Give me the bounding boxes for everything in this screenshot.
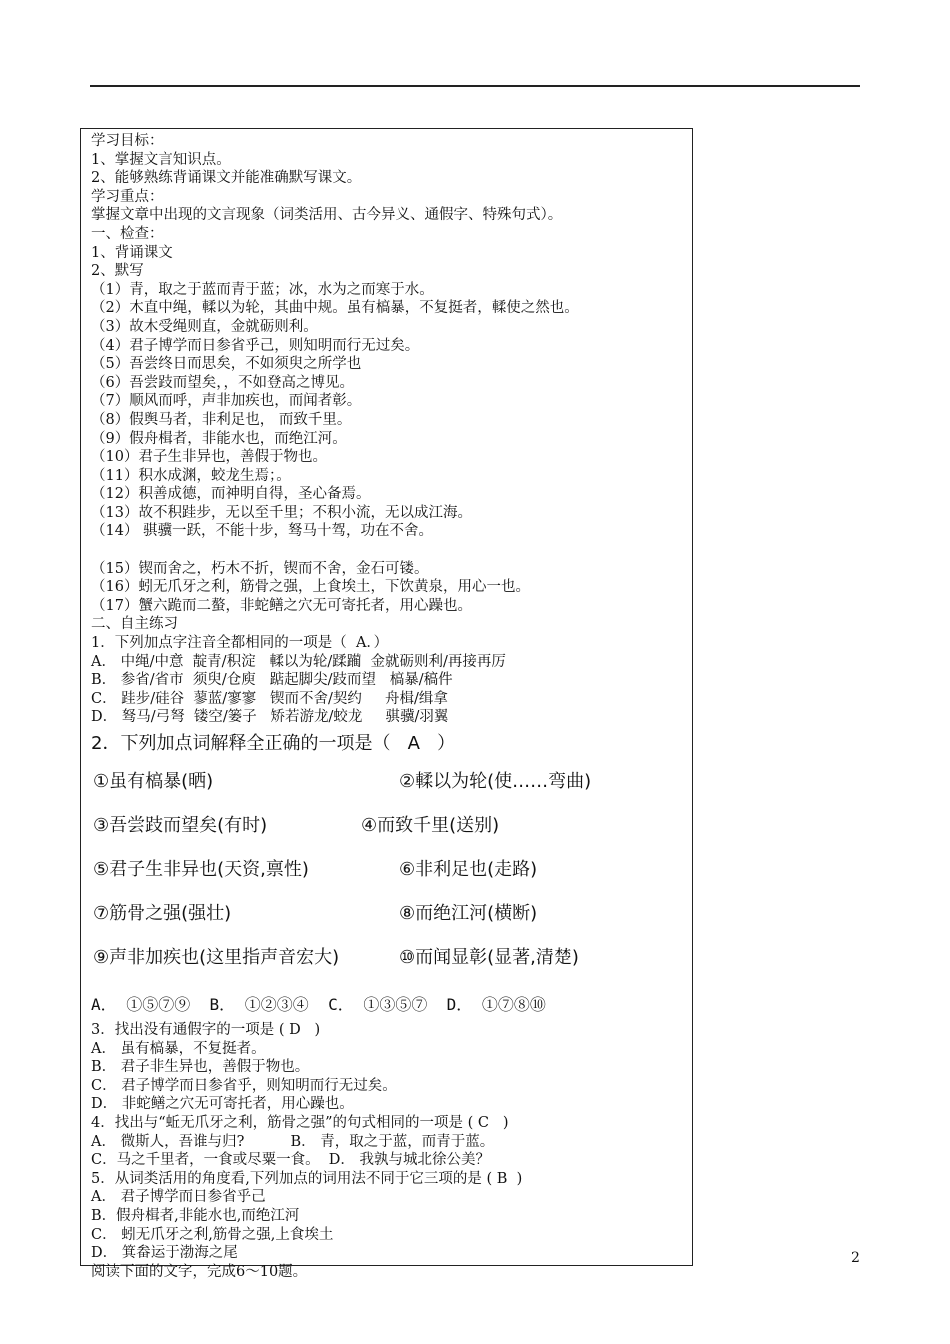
text-line: 阅读下面的文字，完成6～10题。 <box>91 1263 308 1280</box>
text-line: 2、默写 <box>91 263 144 280</box>
text-line: B． 参省/省市 须臾/仓庾 踮起脚尖/跂而望 槁暴/稿件 <box>91 672 453 689</box>
text-line: A． 中绳/中意 靛青/积淀 輮以为轮/蹂躏 金就砺则利/再接再厉 <box>91 653 506 670</box>
text-line: 3．找出没有通假字的一项是 ( D ) <box>91 1022 321 1038</box>
question-2-title: 2．下列加点词解释全正确的一项是（ A ） <box>91 733 456 754</box>
text-line: （9）假舟楫者，非能水也，而绝江河。 <box>91 430 347 447</box>
text-line: 学习目标： <box>91 133 164 149</box>
text-line: C．马之千里者，一食或尽粟一食。 D． 我孰与城北徐公美？ <box>91 1152 491 1169</box>
q2-item: ②輮以为轮(使……弯曲) <box>399 771 592 792</box>
text-line: D． 箕畚运于渤海之尾 <box>91 1245 238 1262</box>
text-line: C． 君子博学而日参省乎，则知明而行无过矣。 <box>91 1077 397 1094</box>
text-line: （7）顺风而呼，声非加疾也，而闻者彰。 <box>91 393 362 410</box>
text-line: 5．从词类活用的角度看,下列加点的词用法不同于它三项的是 ( B ) <box>91 1170 523 1187</box>
question-2-answers: A． ①⑤⑦⑨ B． ①②③④ C． ①③⑤⑦ D． ①⑦⑧⑩ <box>91 995 546 1014</box>
header-rule <box>90 85 860 87</box>
text-line: 4．找出与“蚯无爪牙之利，筋骨之强”的句式相同的一项是 ( C ) <box>91 1114 509 1131</box>
text-line: 一、检查： <box>91 225 164 242</box>
text-line: （14） 骐骥一跃，不能十步，驽马十驾，功在不舍。 <box>91 523 434 540</box>
text-line: D． 驽马/弓弩 镂空/篓子 矫若游龙/蛟龙 骐骥/羽翼 <box>91 709 449 726</box>
text-line <box>91 541 692 560</box>
text-line: C． 蚓无爪牙之利,筋骨之强,上食埃土 <box>91 1226 334 1243</box>
text-line: （4）君子博学而日参省乎己，则知明而行无过矣。 <box>91 337 420 354</box>
question-2-options <box>91 759 692 989</box>
text-line: A． 微斯人，吾谁与归? B． 青，取之于蓝，而青于蓝。 <box>91 1133 495 1150</box>
text-line: （10）君子生非异也，善假于物也。 <box>91 449 327 466</box>
text-line: 1、掌握文言知识点。 <box>91 151 231 168</box>
text-line: （1）青，取之于蓝而青于蓝；冰，水为之而寒于水。 <box>91 281 434 298</box>
content-box <box>80 128 693 1280</box>
text-line: （8）假舆马者，非利足也， 而致千里。 <box>91 411 352 428</box>
text-line: B．假舟楫者,非能水也,而绝江河 <box>91 1207 300 1224</box>
q2-item: ①虽有槁暴(晒) <box>93 771 214 792</box>
study-section <box>91 132 692 727</box>
q2-item: ⑧而绝江河(横断) <box>399 903 538 924</box>
text-line: （13）故不积跬步，无以至千里；不积小流，无以成江海。 <box>91 504 472 521</box>
text-line: D． 非蛇鳝之穴无可寄托者，用心躁也。 <box>91 1096 354 1113</box>
text-line: （15）锲而舍之，朽木不折，锲而不舍，金石可镂。 <box>91 560 429 577</box>
text-line: 2、能够熟练背诵课文并能准确默写课文。 <box>91 170 362 187</box>
text-line: （3）故木受绳则直，金就砺则利。 <box>91 318 318 335</box>
text-line: 学习重点： <box>91 188 164 205</box>
exercise-section <box>91 1021 692 1281</box>
text-line: C． 跬步/硅谷 蓼蓝/寥寥 锲而不舍/契约 舟楫/缉拿 <box>91 690 448 707</box>
text-line: 1、背诵课文 <box>91 244 173 261</box>
q2-item: ⑨声非加疾也(这里指声音宏大) <box>93 947 340 968</box>
text-line: 1．下列加点字注音全都相同的一项是（ A．） <box>91 635 389 652</box>
text-line: B． 君子非生异也，善假于物也。 <box>91 1059 310 1076</box>
text-line: （5）吾尝终日而思矣，不如须臾之所学也 <box>91 356 362 373</box>
text-line: （16）蚓无爪牙之利，筋骨之强，上食埃土，下饮黄泉，用心一也。 <box>91 579 530 596</box>
q2-item: ⑩而闻显彰(显著,清楚) <box>399 947 579 968</box>
q2-item: ⑥非利足也(走路) <box>399 859 538 880</box>
text-line: A． 虽有槁暴，不复挺者。 <box>91 1040 266 1057</box>
q2-item: ③吾尝跂而望矣(有时) <box>93 815 268 836</box>
text-line: （2）木直中绳，輮以为轮，其曲中规。虽有槁暴，不复挺者，輮使之然也。 <box>91 300 579 317</box>
q2-item: ⑤君子生非异也(天资,禀性) <box>93 859 309 880</box>
text-line: A． 君子博学而日参省乎己 <box>91 1189 266 1206</box>
text-line: 掌握文章中出现的文言现象（词类活用、古今异义、通假字、特殊句式）。 <box>91 207 563 224</box>
text-line: 二、自主练习 <box>91 616 178 633</box>
text-line: （17）蟹六跪而二螯，非蛇鳝之穴无可寄托者，用心躁也。 <box>91 597 472 614</box>
text-line: （6）吾尝跂而望矣，，不如登高之博见。 <box>91 374 354 391</box>
page-number: 2 <box>851 1250 860 1266</box>
text-line: （12）积善成德，而神明自得，圣心备焉。 <box>91 486 371 503</box>
q2-item: ⑦筋骨之强(强壮) <box>93 903 232 924</box>
text-line: （11）积水成渊，蛟龙生焉；。 <box>91 467 291 484</box>
q2-item: ④而致千里(送别) <box>361 815 500 836</box>
